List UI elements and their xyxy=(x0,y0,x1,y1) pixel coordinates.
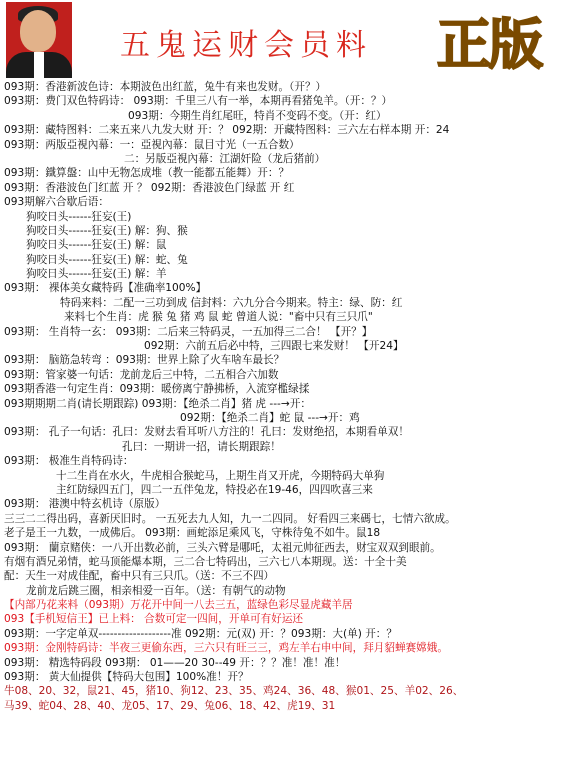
tip-line: 093期：藏特图料：二来五来八九发大财 开：？ 092期：开藏特图料：三六左右样本期 开：24 xyxy=(4,124,450,137)
tip-line: 093期：两版亞視內幕：一：亞視內幕：鼠目寸光（一五合数） xyxy=(4,138,300,151)
page-title: 五鬼运财会员料 xyxy=(120,28,372,63)
tip-line: 092期：六前五后必中特，三四跟七来发财！ 【开24】 xyxy=(144,340,404,353)
tip-line: 配：天生一对成佳配，畜中只有三只爪。（送：不三不四） xyxy=(4,570,275,583)
tip-line: 093期：管家婆一句话：龙前龙后三中特，二五相合六加数 xyxy=(4,368,279,381)
tip-line: 孔曰：一期讲一招，请长期跟踪！ xyxy=(122,440,281,453)
tip-line: 龙前龙后跳三圈，相亲相爱一百年。（送：有朝气的动物 xyxy=(26,584,286,597)
tip-line: 093期香港一句定生肖：093期：暖傍离宁静拂桥，入流穿檻绿揉 xyxy=(4,383,310,396)
tip-line: 特码来料：二配一三功到成 信封料：六九分合今期来。特主：绿、防：红 xyxy=(60,296,403,309)
tip-line: 狗咬日头------狂妄(王) 解：鼠 xyxy=(26,239,167,252)
portrait-photo xyxy=(6,2,72,78)
tip-line: 093期：今期生肖红尾旺，特肖不变码不变。（开：红） xyxy=(128,109,387,122)
tip-line: 【内部乃花来料（093期）万花开中间一八去三五，蓝绿色彩尽显虎藏羊居 xyxy=(4,599,353,612)
portrait-shirt xyxy=(34,52,44,78)
tip-line: 093期：鐵算盤：山中无物怎成堆（教一能都五能舞）开：？ xyxy=(4,167,290,180)
page-header xyxy=(0,0,583,80)
tip-line: 093期：费门双色特码诗： 093期：千里三八有一举，本期再看猪兔羊。（开：？） xyxy=(4,95,393,108)
tip-line: 狗咬日头------狂妄(王) 解：羊 xyxy=(26,268,167,281)
tip-line: 主红防绿四五门，四二一五伴兔龙，特投必在19-46，四四吹喜三来 xyxy=(56,483,373,496)
tip-line: 093期： 极准生肖特码诗： xyxy=(4,455,134,468)
tip-line: 狗咬日头------狂妄(王) 解：蛇、兔 xyxy=(26,253,188,266)
tip-line: 三三二二得出码，喜新厌旧时。 一五死去九人知，九一二四同。 好看四三来碼七，七情六欲成。 xyxy=(4,512,456,525)
tip-line: 老子是王一九数，一成佛后。 093期：画蛇添足乘风飞，守株待兔不如牛。鼠18 xyxy=(4,527,381,540)
tip-line: 093期： 港澳中特玄机诗（原版） xyxy=(4,498,166,511)
tip-line: 马39、蛇04、28、40、龙05、17、29、兔06、18、42、虎19、31 xyxy=(4,699,336,712)
tip-line: 093期：香港新波色诗：本期波色出红蓝，兔牛有来也发财。（开？） xyxy=(4,81,327,93)
tip-line: 093期： 蘭京赌侠：一八开出数必前，三头六臂是哪吒，太祖元帅征西去，财宝双双到眼前。 xyxy=(4,541,441,554)
tip-line: 093【手机短信王】已上料： 合数可定一四间，开单可有好运还 xyxy=(4,613,304,626)
tip-line: 093期： 脑筋急转弯 ：093期：世界上除了火车啥车最长？ xyxy=(4,354,285,367)
authentic-badge: 正版 xyxy=(437,13,541,76)
tip-line: 有烟有酒兄弟情，蛇马顶能爆本期，三二合七特码出，三六七八本期现。送：十全十美 xyxy=(4,555,407,568)
tip-line: 093期解六合歇后语： xyxy=(4,196,109,209)
tip-line: 092期：【绝杀二肖】蛇 鼠 ---→开：鸡 xyxy=(180,411,360,424)
tip-line: 二：另版亞視內幕：江湖奸险（龙后猪前） xyxy=(124,152,326,165)
portrait-face xyxy=(20,10,56,52)
tip-line: 093期期期二肖(请长期跟踪) 093期：【绝杀二肖】猪 虎 ---→开： xyxy=(4,397,311,410)
tip-line: 来料七个生肖：虎 猴 兔 猪 鸡 鼠 蛇 曾道人说："畜中只有三只爪" xyxy=(64,311,373,324)
tip-line: 牛08、20、32，鼠21、45，猪10、狗12、23、35、鸡24、36、48、猴01、25、羊02、26、 xyxy=(4,685,464,698)
tip-line: 093期： 精选特码段 093期： 01——20 30--49 开：？？准！准！准！ xyxy=(4,656,346,669)
tip-line: 093期： 生肖特一玄： 093期：二后来三特码灵，一五加得三二合！ 【开？】 xyxy=(4,325,373,338)
tip-line: 093期： 裸体美女藏特码【准确率100%】 xyxy=(4,282,207,295)
tip-line: 十二生肖在水火，牛虎相合猴蛇马，上期生肖又开虎，今期特码大单狗 xyxy=(56,469,385,482)
tip-line: 093期： 孔子一句话：孔曰：发财去看耳听八方注的！孔曰：发财绝招，本期看单双！ xyxy=(4,426,409,439)
tip-line: 狗咬日头------狂妄(王) 解：狗、猴 xyxy=(26,224,188,237)
tip-line: 093期：金刚特码诗：半夜三更偷东西，三六只有旺三三，鸡左羊右申中间，拜月貂蝉赛嫦娥。 xyxy=(4,642,448,655)
tip-line: 狗咬日头------狂妄(王) xyxy=(26,210,132,223)
tip-line: 093期：香港波色门红蓝 开 ？ 092期：香港波色门绿蓝 开 红 xyxy=(4,181,295,194)
tip-line: 093期：一字定单双-------------------准 092期：元(双) 开：？093期：大(单) 开：？ xyxy=(4,627,397,640)
tips-content xyxy=(4,80,580,713)
tip-line: 093期： 黄大仙提供【特码大包围】100%准！开？ xyxy=(4,671,249,684)
